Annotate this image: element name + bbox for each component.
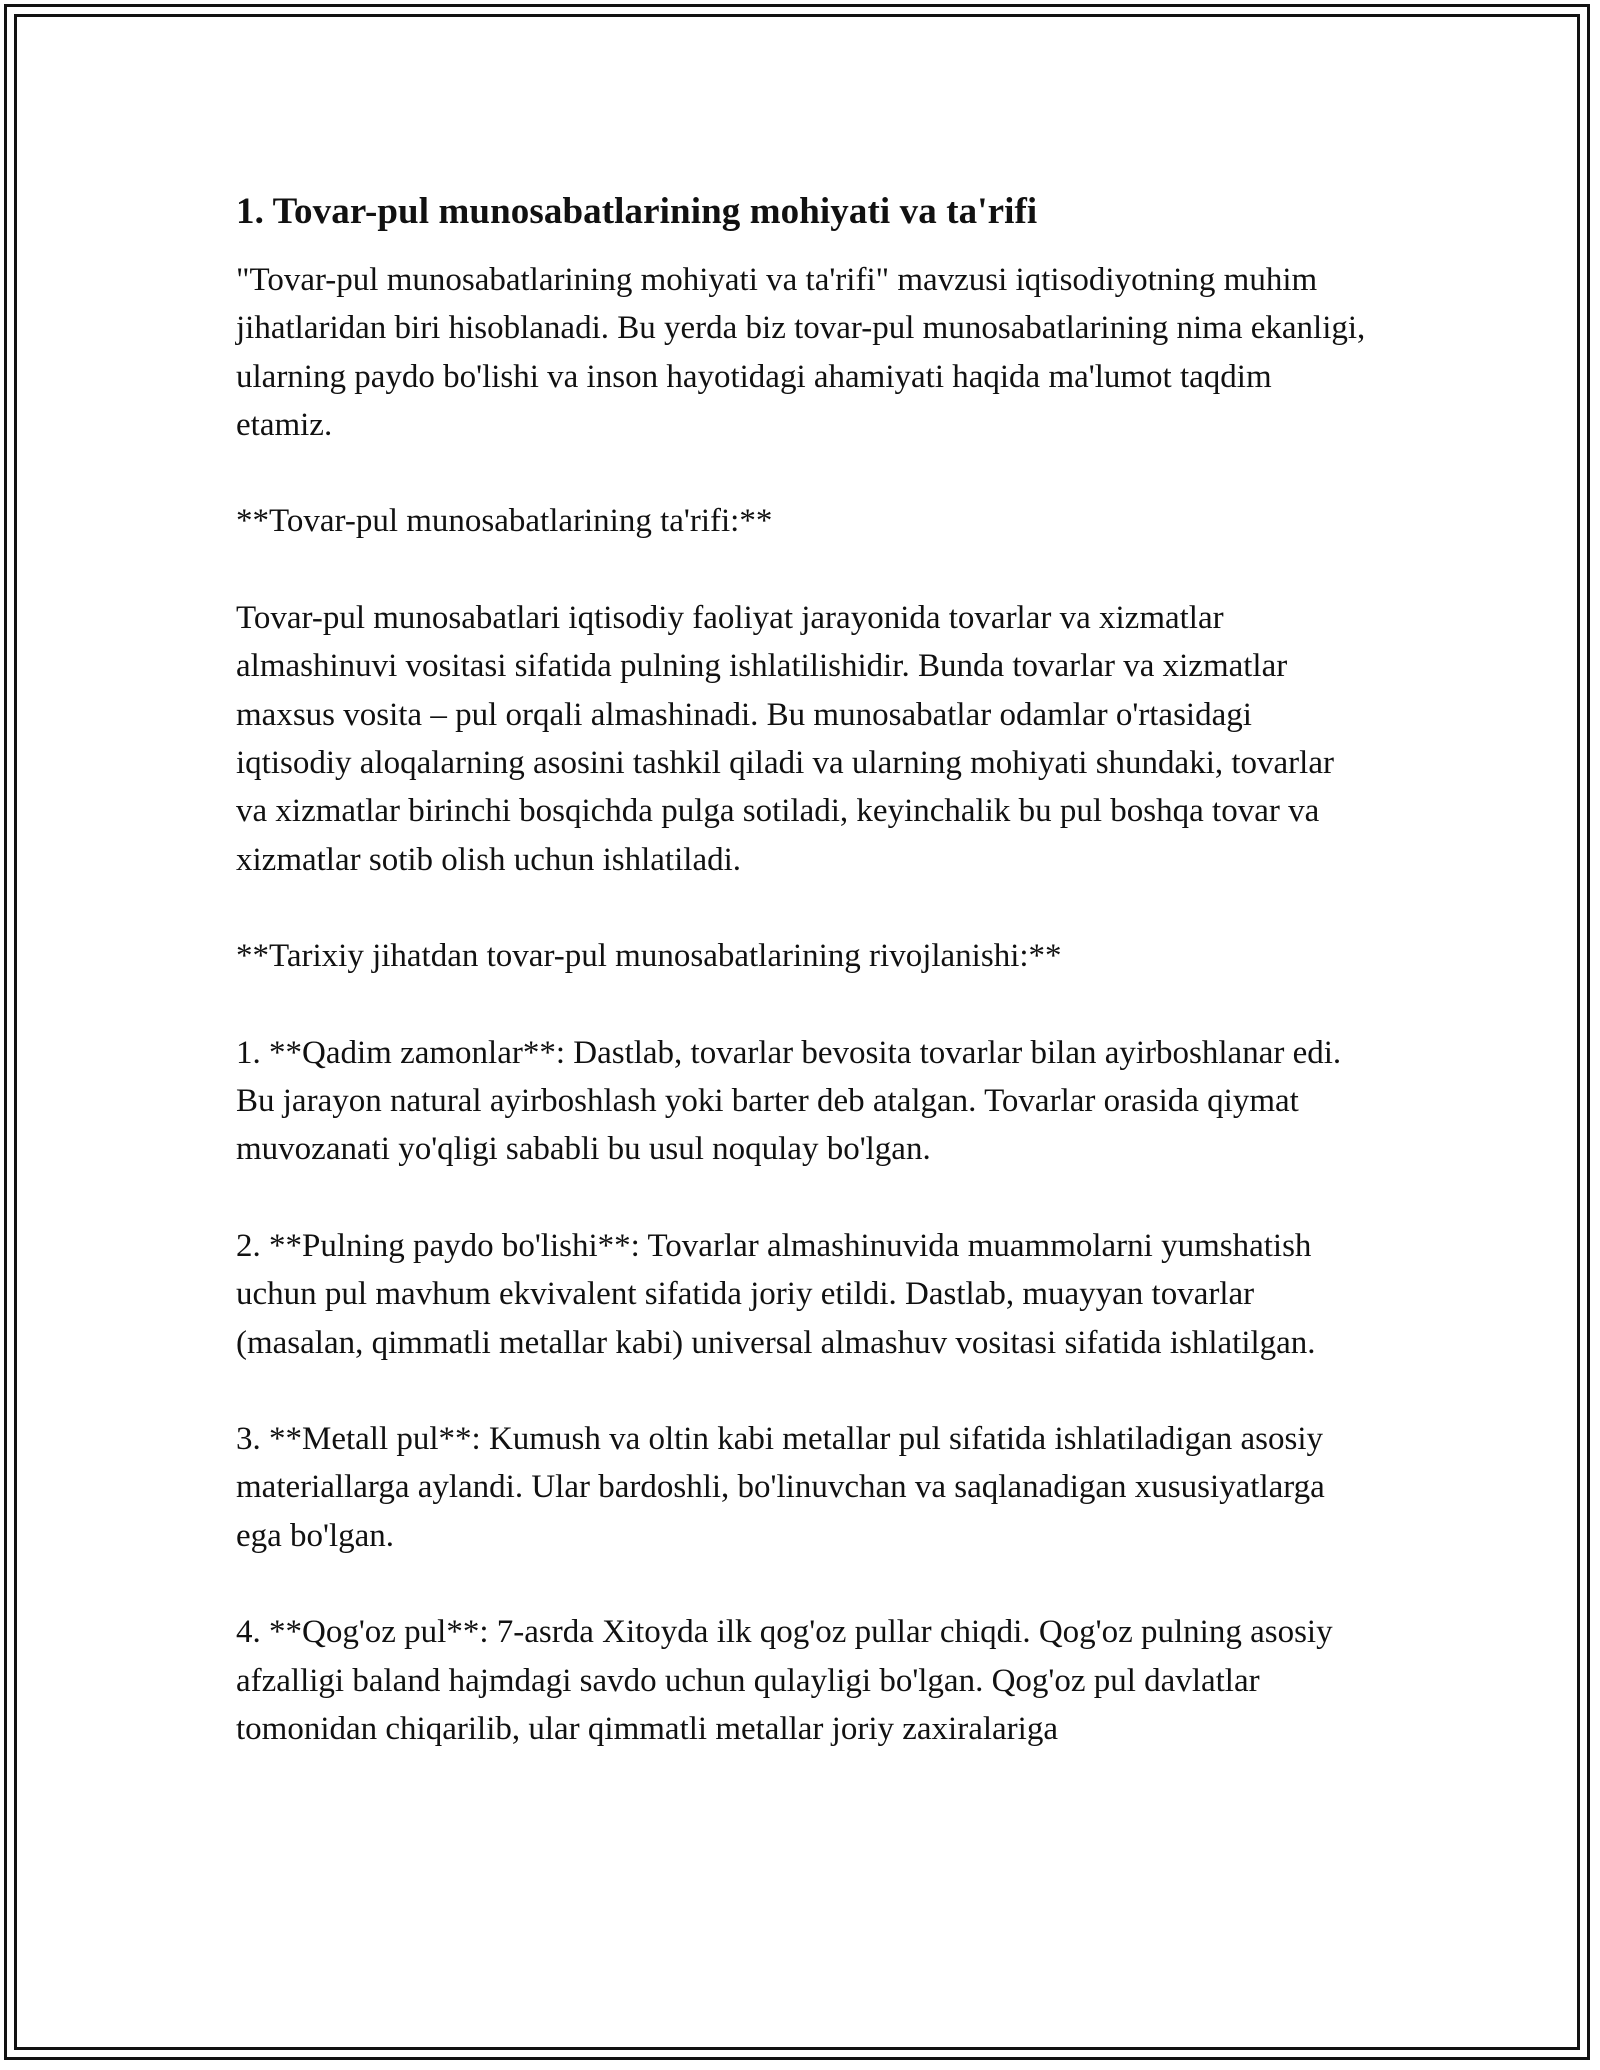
- history-heading: **Tarixiy jihatdan tovar-pul munosabatlarining rivojlanishi:**: [236, 938, 1062, 975]
- definition-heading: **Tovar-pul munosabatlarining ta'rifi:**: [236, 503, 773, 540]
- list-item-emergence-of-money: 2. **Pulning paydo bo'lishi**: Tovarlar almashinuvida muammolarni yumshatish uchun pul mavhum ekvivalent sifatida joriy etildi. Dastlab, muayyan tovarlar (masalan, qimmatli metallar kabi) universal almashuv vositasi sifatida ishlatilgan.: [236, 1227, 1316, 1361]
- definition-paragraph: Tovar-pul munosabatlari iqtisodiy faoliyat jarayonida tovarlar va xizmatlar almashinuvi vositasi sifatida pulning ishlatilishidir. Bunda tovarlar va xizmatlar maxsus vosita – pul orqali almashinadi. Bu munosabatlar odamlar o'rtasidagi iqtisodiy aloqalarning asosini tashkil qiladi va ularning mohiyati shundaki, tovarlar va xizmatlar birinchi bosqichda pulga sotiladi, keyinchalik bu pul boshqa tovar va xizmatlar sotib olish uchun ishlatiladi.: [236, 600, 1334, 878]
- list-item-metal-money: 3. **Metall pul**: Kumush va oltin kabi metallar pul sifatida ishlatiladigan asosiy materiallarga aylandi. Ular bardoshli, bo'linuvchan va saqlanadigan xususiyatlarga ega bo'lgan.: [236, 1421, 1325, 1554]
- document-body: [236, 188, 1366, 1802]
- list-item-paper-money: 4. **Qog'oz pul**: 7-asrda Xitoyda ilk qog'oz pullar chiqdi. Qog'oz pulning asosiy afzalligi baland hajmdagi savdo uchun qulayligi bo'lgan. Qog'oz pul davlatlar tomonidan chiqarilib, ular qimmatli metallar joriy zaxiralariga: [236, 1614, 1333, 1747]
- intro-paragraph: "Tovar-pul munosabatlarining mohiyati va ta'rifi" mavzusi iqtisodiyotning muhim jihatlaridan biri hisoblanadi. Bu yerda biz tovar-pul munosabatlarining nima ekanligi, ularning paydo bo'lishi va inson hayotidagi ahamiyati haqida ma'lumot taqdim etamiz.: [236, 262, 1366, 443]
- document-title: 1. Tovar-pul munosabatlarining mohiyati va ta'rifi: [236, 191, 1038, 232]
- list-item-ancient-times: 1. **Qadim zamonlar**: Dastlab, tovarlar bevosita tovarlar bilan ayirboshlanar edi. Bu jarayon natural ayirboshlash yoki barter deb atalgan. Tovarlar orasida qiymat muvozanati yo'qligi sababli bu usul noqulay bo'lgan.: [236, 1034, 1342, 1168]
